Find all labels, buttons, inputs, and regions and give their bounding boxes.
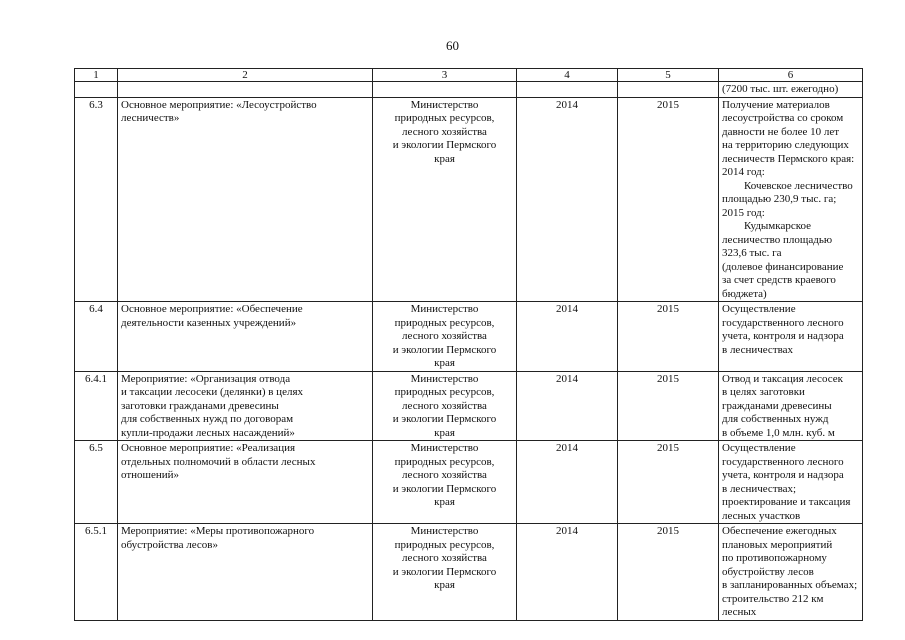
empty-cell xyxy=(118,82,373,98)
table-row xyxy=(75,524,863,621)
row-number: 6.5.1 xyxy=(75,524,118,621)
empty-cell xyxy=(373,82,517,98)
start-year: 2014 xyxy=(517,371,618,441)
activity-name: Мероприятие: «Организация отвода и таксации лесосеки (делянки) в целях заготовки гражданами древесины для собственных нужд по договорам купли-продажи лесных насаждений» xyxy=(118,371,373,441)
row-number: 6.4.1 xyxy=(75,371,118,441)
column-header: 2 xyxy=(118,69,373,82)
table-row xyxy=(75,371,863,441)
column-header: 6 xyxy=(719,69,863,82)
end-year: 2015 xyxy=(618,371,719,441)
end-year: 2015 xyxy=(618,441,719,524)
end-year: 2015 xyxy=(618,97,719,302)
executor: Министерство природных ресурсов, лесного хозяйства и экологии Пермского края xyxy=(373,302,517,372)
end-year: 2015 xyxy=(618,524,719,621)
executor: Министерство природных ресурсов, лесного хозяйства и экологии Пермского края xyxy=(373,441,517,524)
column-number-row xyxy=(75,69,863,82)
activity-name: Основное мероприятие: «Реализация отдельных полномочий в области лесных отношений» xyxy=(118,441,373,524)
activity-name: Мероприятие: «Меры противопожарного обустройства лесов» xyxy=(118,524,373,621)
empty-cell xyxy=(618,82,719,98)
activity-name: Основное мероприятие: «Лесоустройство лесничеств» xyxy=(118,97,373,302)
carry-over-row xyxy=(75,82,863,98)
carry-over-result: (7200 тыс. шт. ежегодно) xyxy=(719,82,863,98)
column-header: 5 xyxy=(618,69,719,82)
result-line: Отвод и таксация лесосек в целях заготовки гражданами древесины для собственных нужд в объеме 1,0 млн. куб. м xyxy=(722,372,843,439)
end-year: 2015 xyxy=(618,302,719,372)
row-number: 6.3 xyxy=(75,97,118,302)
expected-result xyxy=(719,441,863,524)
table-row xyxy=(75,302,863,372)
start-year: 2014 xyxy=(517,524,618,621)
row-number: 6.4 xyxy=(75,302,118,372)
start-year: 2014 xyxy=(517,441,618,524)
column-header: 1 xyxy=(75,69,118,82)
table-row xyxy=(75,97,863,302)
result-line: Осуществление государственного лесного учета, контроля и надзора в лесничествах; проектирование и таксация лесных участков xyxy=(722,442,851,522)
result-line: Получение материалов лесоустройства со сроком давности не более 10 лет на территорию следующих лесничеств Пермского края: 2014 год: xyxy=(722,98,855,178)
result-line: Кочевское лесничество xyxy=(744,179,853,192)
start-year: 2014 xyxy=(517,97,618,302)
expected-result xyxy=(719,97,863,302)
result-line: площадью 230,9 тыс. га; 2015 год: xyxy=(722,193,837,219)
result-line: Кудымкарское xyxy=(744,220,812,232)
result-line: лесничество площадью 323,6 тыс. га (долевое финансирование за счет средств краевого бюджета) xyxy=(722,233,844,300)
table-row xyxy=(75,441,863,524)
expected-result xyxy=(719,302,863,372)
result-line: Осуществление государственного лесного учета, контроля и надзора в лесничествах xyxy=(722,303,844,356)
row-number: 6.5 xyxy=(75,441,118,524)
program-table xyxy=(74,68,863,621)
column-header: 4 xyxy=(517,69,618,82)
empty-cell xyxy=(75,82,118,98)
expected-result xyxy=(719,524,863,621)
empty-cell xyxy=(517,82,618,98)
activity-name: Основное мероприятие: «Обеспечение деятельности казенных учреждений» xyxy=(118,302,373,372)
column-header: 3 xyxy=(373,69,517,82)
executor: Министерство природных ресурсов, лесного хозяйства и экологии Пермского края xyxy=(373,97,517,302)
executor: Министерство природных ресурсов, лесного хозяйства и экологии Пермского края xyxy=(373,524,517,621)
page-number: 60 xyxy=(446,38,459,53)
result-line: Обеспечение ежегодных плановых мероприятий по противопожарному обустройству лесов в запланированных объемах; строительство 212 км лесных xyxy=(722,525,858,618)
start-year: 2014 xyxy=(517,302,618,372)
expected-result xyxy=(719,371,863,441)
executor: Министерство природных ресурсов, лесного хозяйства и экологии Пермского края xyxy=(373,371,517,441)
